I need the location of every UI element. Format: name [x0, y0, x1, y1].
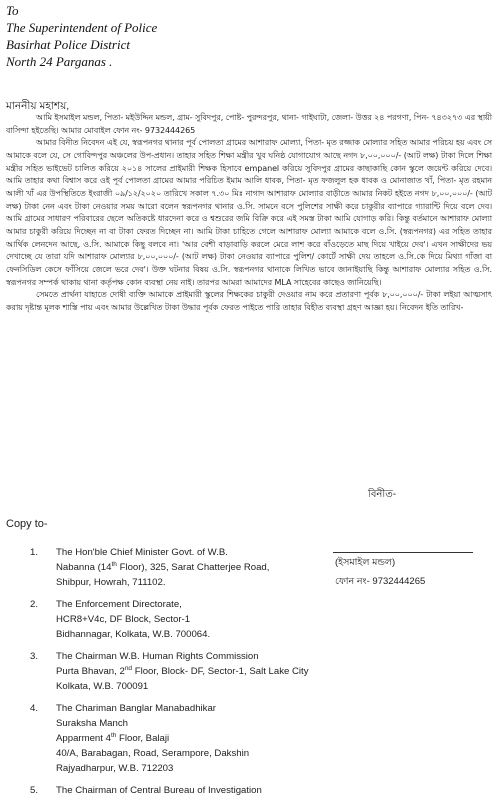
address-line: The Chairman W.B. Human Rights Commission [56, 651, 259, 662]
address-line: Apparment 4th Floor, Balaji [56, 731, 170, 744]
list-item [30, 701, 500, 776]
signatory-name: (ইসমাইল মন্ডল) [335, 557, 396, 568]
address-line: HCR8+V4c, DF Block, Sector-1 [56, 614, 191, 625]
addressee-line-3: North 24 Parganas . [6, 54, 113, 69]
list-item [30, 649, 500, 694]
recipient-list [30, 545, 500, 805]
list-number: 3. [30, 651, 39, 662]
addressee-block [6, 2, 157, 70]
list-number: 5. [30, 785, 39, 796]
list-number: 2. [30, 599, 39, 610]
body-paragraph-1: আমি ইসমাইল মন্ডল, পিতা- মইউদ্দিন মন্ডল, গ্রাম- সুবিদপুর, পোষ্ট- পুরন্দরপুর, থানা- গাইঘাটা, জেলা- উত্তর ২৪ পরগণা, পিন- ৭৪৩২৭৩ এর স্থায়ী বাসিন্দা হইতেছি। আমার মোবাইল ফোন নং- 9732444265 [6, 113, 492, 135]
body-paragraph-2: আমার বিনীত নিবেদন এই যে, স্বরূপনগর থানার পূর্ব পোলতা গ্রামের আশারাফ মোল্যা, পিতা- মৃত রজ্জাক মোল্যার সহিত আমার পরিচয় হয় এবং সে আমাকে বলে যে, সে গোবিন্দপুর অঞ্চলের উপ-প্রধান। তাহার সহিত শিক্ষা মন্ত্রীর খুব ঘনিষ্ঠ যোগাযোগ আছে নগদ ৮,০০,০০০/- (আট লক্ষ) টাকা দিলে শিক্ষা মন্ত্রীর সহিত ভাইভেট চালিত করিয়ে ২০১৪ সালের প্রাইমারী শিক্ষক হিসাবে empanel করিয়ে সুবিদপুর গ্রামের কাছাকাছি কোন স্কুলে জয়েন্ট করিয়ে দেবে। আমি তাহার কথা বিশ্বাস করে ওই পূর্ব পোলতা গ্রামের আমার পরিচিত ইমাম আলি ধাবক, পিতা- মৃত ফজলুল হক ধাবক ও মোনাজাত খাঁ, পিতা- মৃত রহমান আলী খাঁ এর উপস্থিতিতে ইংরাজী ০৯/১২/২০২০ তারিখে সকাল ৭.৩০ মিঃ নাগাদ আশারাফ মোল্যার বাড়ীতে আমার নিকট হইতে নগদ ৮,০০,০০০/- (আট লক্ষ) টাকা নেন এবং টাকা নেওয়ার সময় আরো বলেন স্বরূপনগর থানার ও.সি. সামনে বসে পুলিশের সাক্ষী করে চাকুরীর ব্যাপারে গ্যারান্টি দিয়ে বলে দেব। আমি গ্রামের সাধারণ পরিবারের ছেলে অতিকষ্টে ধারদেনা করে ও শ্বশুরের জমি বিক্রি করে এই সমস্ত টাকা আমি যোগাড় করি। কিন্তু বর্তমানে আশারাফ মোল্যা আমার চাকুরী করিয়ে দিচ্ছেন না বা টাকা ফেরত দিচ্ছেন না। আমি টাকা চাহিতে গেলে আশারাফ মোল্যা আমাকে বলে ও.সি. (স্বরূপনগর) এর সহিত তাহার আর্থিক লেনদেন আছে, ও.সি. আমাকে কিছু বলবে না। 'আর বেশী বাড়াবাড়ি করলে মেরে লাশ করে বাঁওড়েতে মাছ দিয়ে খাইয়ে দেব'। এখন সাক্ষীদের ভয় দেখাচ্ছে যে তারা যদি আশারাফ মোল্যার ৮,০০,০০০/- (আট লক্ষ) টাকা নেওয়ার ব্যাপারে পুলিশ/ কোর্টে সাক্ষী দেয় তাহলে ও.সি.কে দিয়ে মিথ্যা গাঁজা বা ফেনসিডিল কেসে ফাঁসিয়ে জেলে ভরে দেব'। উক্ত ঘটনার বিষয় ও.সি. স্বরূপনগর থানাকে লিখিত ভাবে জানাইয়াছি কিন্তু আশারাফ মোল্যার সহিত ও.সি. স্বরূপনগর সম্পর্ক থাকায় থানা কর্তৃপক্ষ কোন ব্যবস্থা নেয় নাই। তারপর আমরা আমাদের MLA সাহেবের কাছেও জানিয়েছি। [6, 138, 492, 287]
body-paragraph-3: সেমতে প্রার্থনা যাহাতে দোষী ব্যক্তি আমাকে প্রাইমারী স্কুলের শিক্ষকের চাকুরী দেওয়ার নাম করে প্রতারণা পূর্বক ৮,০০,০০০/- টাকা লইয়া আত্মসাৎ করায় দৃষ্টান্ত মূলক শাস্তি পায় এবং আমার উল্লেখিত টাকা উদ্ধার পূর্বক ফেরত পাইতে পারি তাহার বিহীত ব্যবস্থা গ্রহণ আজ্ঞা হয়। নিবেদন ইতি তারিখ- [6, 290, 492, 312]
list-number: 1. [30, 547, 39, 558]
list-item [30, 783, 500, 798]
copy-to-label: Copy to- [6, 518, 48, 530]
address-line: 40/A, Barabagan, Road, Serampore, Dakshin [56, 748, 250, 759]
list-number: 4. [30, 703, 39, 714]
addressee-line-2: Basirhat Police District [6, 37, 130, 52]
signatory-phone: ফোন নং- 9732444265 [335, 576, 426, 587]
salutation: মাননীয় মহাশয়, [6, 100, 70, 112]
address-line: Shibpur, Howrah, 711102. [56, 577, 166, 588]
address-line: Nabanna (14th Floor), 325, Sarat Chatterjee Road, [56, 560, 270, 573]
address-line: Kolkata, W.B. 700091 [56, 681, 149, 692]
letter-body [6, 112, 492, 315]
address-line: Suraksha Manch [56, 718, 128, 729]
closing: বিনীত- [368, 489, 397, 500]
address-line: Purta Bhavan, 2nd Floor, Block- DF, Sector-1, Salt Lake City [56, 664, 309, 677]
address-line: The Chairman of Central Bureau of Investigation [56, 785, 262, 796]
address-line: Rajyadharpur, W.B. 712203 [56, 763, 174, 774]
addressee-line-1: The Superintendent of Police [6, 20, 158, 35]
address-line: Bidhannagar, Kolkata, W.B. 700064. [56, 629, 211, 640]
address-line: The Hon'ble Chief Minister Govt. of W.B. [56, 547, 228, 558]
address-line: The Enforcement Directorate, [56, 599, 182, 610]
list-item [30, 597, 500, 642]
to-label: To [6, 3, 19, 18]
address-line: The Chariman Banglar Manabadhikar [56, 703, 216, 714]
signature-line [333, 552, 473, 553]
